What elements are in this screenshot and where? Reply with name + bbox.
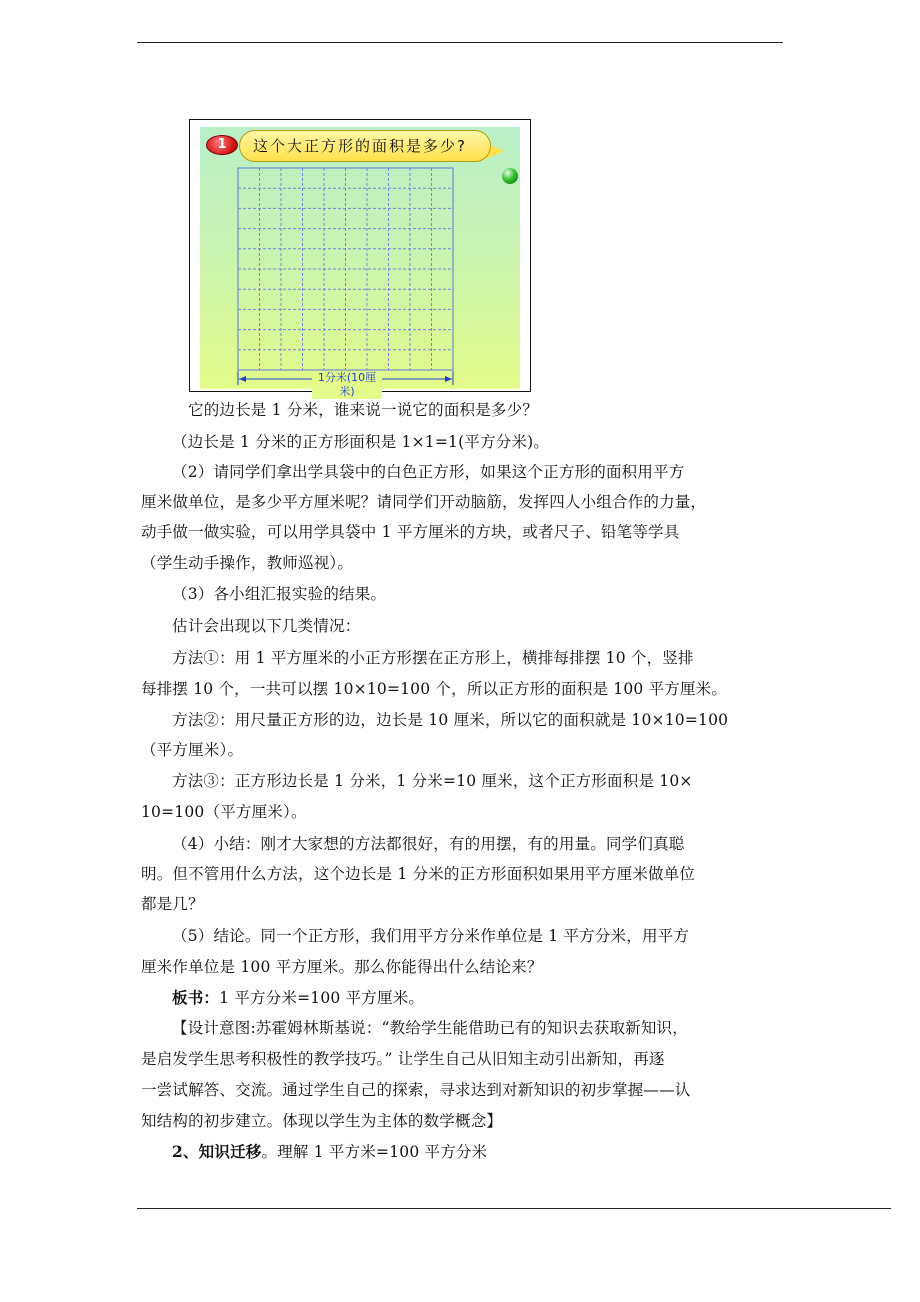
text-line-19: 厘米作单位是 100 平方厘米。那么你能得出什么结论来？ bbox=[141, 958, 543, 976]
text-line-11: 方法②：用尺量正方形的边，边长是 10 厘米，所以它的面积就是 10×10=100 bbox=[172, 711, 729, 729]
text-line-13: 方法③：正方形边长是 1 分米，1 分米=10 厘米，这个正方形面积是 10× bbox=[172, 772, 693, 790]
text-line-1: 它的边长是 1 分米，谁来说一说它的面积是多少？ bbox=[188, 401, 539, 419]
text-line-16: 明。但不管用什么方法，这个边长是 1 分米的正方形面积如果用平方厘米做单位 bbox=[141, 865, 696, 883]
text-line-10: 每排摆 10 个，一共可以摆 10×10=100 个，所以正方形的面积是 100 平方厘米。 bbox=[141, 680, 728, 698]
text-line-9: 方法①：用 1 平方厘米的小正方形摆在正方形上，横排每排摆 10 个，竖排 bbox=[172, 649, 694, 667]
text-line-22: 是启发学生思考积极性的教学技巧。” 让学生自己从旧知主动引出新知，再逐 bbox=[141, 1050, 665, 1068]
text-line-2: （边长是 1 分米的正方形面积是 1×1=1(平方分米)。 bbox=[172, 433, 550, 451]
text-line-8: 估计会出现以下几类情况： bbox=[172, 617, 361, 635]
square-grid bbox=[237, 167, 457, 389]
section-2-line bbox=[172, 1140, 487, 1162]
question-number-badge: 1 bbox=[206, 135, 238, 155]
board-writing-line bbox=[172, 986, 424, 1008]
section-2-heading: 2、知识迁移 bbox=[172, 1142, 262, 1161]
text-line-18: （5）结论。同一个正方形，我们用平方分米作单位是 1 平方分米，用平方 bbox=[172, 927, 690, 945]
footer-rule bbox=[137, 1208, 891, 1209]
header-rule bbox=[137, 42, 783, 43]
text-line-12: （平方厘米）。 bbox=[141, 741, 244, 759]
dimension-label: 1分米(10厘米) bbox=[312, 371, 382, 399]
dimension-arrow-right bbox=[445, 376, 452, 382]
courseware-figure bbox=[189, 119, 531, 398]
text-line-7: （3）各小组汇报实验的结果。 bbox=[172, 585, 387, 603]
text-line-14: 10=100（平方厘米）。 bbox=[141, 803, 307, 821]
slide-background bbox=[200, 127, 520, 398]
dimension-arrow-left bbox=[239, 376, 246, 382]
text-line-23: 一尝试解答、交流。通过学生自己的探索，寻求达到对新知识的初步掌握——认 bbox=[141, 1081, 691, 1099]
section-2-text: 。理解 1 平方米=100 平方分米 bbox=[261, 1143, 488, 1161]
text-line-3: （2）请同学们拿出学具袋中的白色正方形，如果这个正方形的面积用平方 bbox=[172, 463, 685, 481]
text-line-4: 厘米做单位，是多少平方厘米呢？请同学们开动脑筋，发挥四人小组合作的力量， bbox=[141, 493, 707, 511]
text-line-6: （学生动手操作，教师巡视）。 bbox=[141, 554, 354, 572]
text-line-15: （4）小结：刚才大家想的方法都很好，有的用摆，有的用量。同学们真聪 bbox=[172, 835, 685, 853]
text-line-24: 知结构的初步建立。体现以学生为主体的数学概念】 bbox=[141, 1112, 503, 1130]
text-line-21: 【设计意图:苏霍姆林斯基说：“教给学生能借助已有的知识去获取新知识， bbox=[172, 1019, 688, 1037]
question-speech-bubble: 这个大正方形的面积是多少? bbox=[239, 130, 491, 162]
text-line-17: 都是几？ bbox=[141, 895, 204, 913]
board-writing-text: 1 平方分米=100 平方厘米。 bbox=[219, 989, 425, 1007]
board-writing-label: 板书： bbox=[172, 988, 220, 1007]
text-line-5: 动手做一做实验，可以用学具袋中 1 平方厘米的方块，或者尺子、铅笔等学具 bbox=[141, 523, 680, 541]
green-next-button[interactable] bbox=[502, 168, 518, 184]
